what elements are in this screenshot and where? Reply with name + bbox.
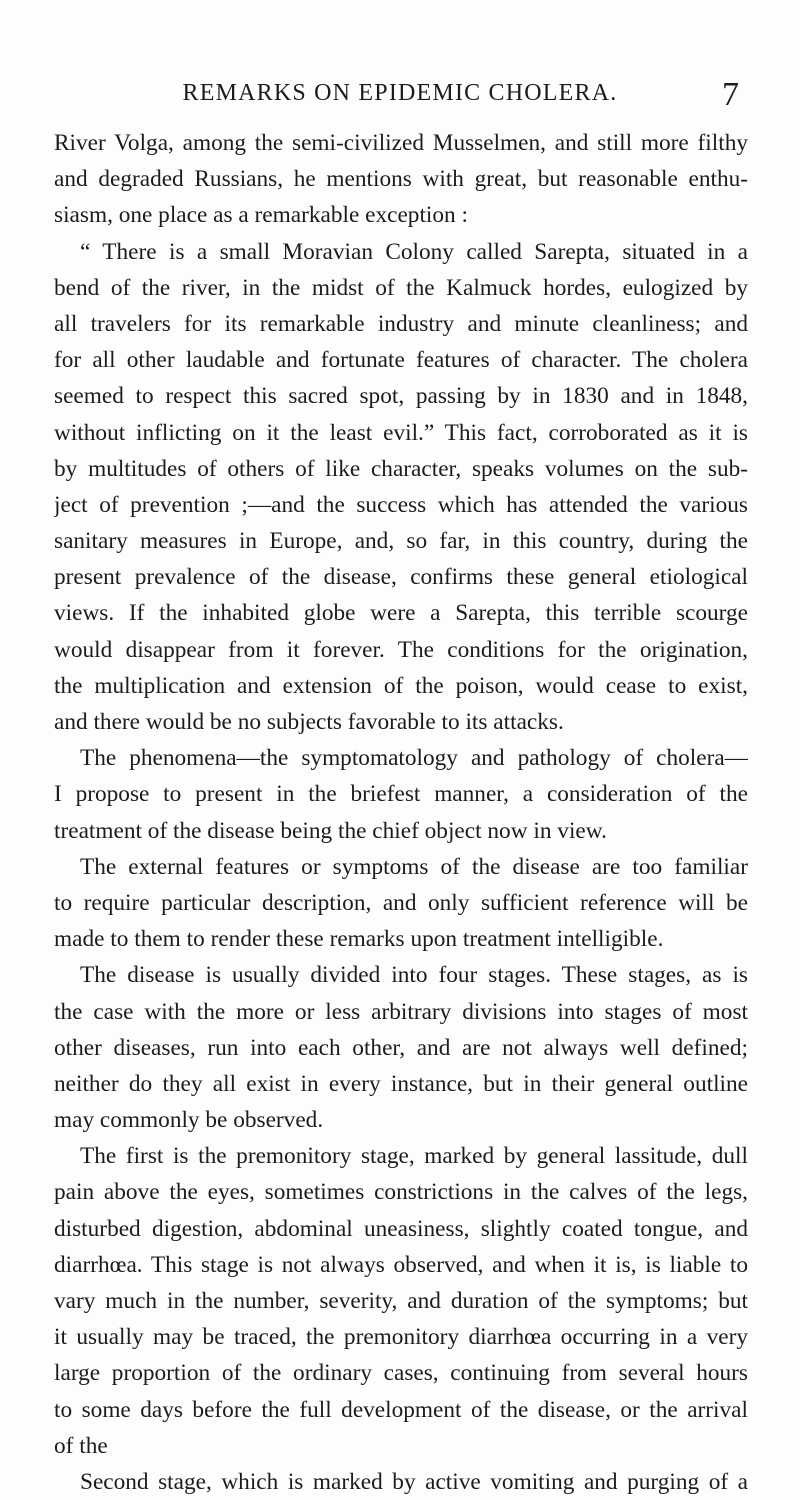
text-line: seemed to respect this sacred spot, passing by in 1830 and in 1848, xyxy=(54,383,748,410)
body-text xyxy=(54,125,748,1500)
text-line: the case with the more or less arbitrary divisions into stages of most xyxy=(54,998,748,1025)
text-line: The disease is usually divided into four stages. These stages, as is xyxy=(80,962,748,989)
text-line: views. If the inhabited globe were a Sarepta, this terrible scourge xyxy=(54,600,748,627)
text-line: “ There is a small Moravian Colony called Sarepta, situated in a xyxy=(80,238,748,265)
text-line: pain above the eyes, sometimes constrictions in the calves of the legs, xyxy=(54,1179,748,1206)
text-line: ject of prevention ;—and the success which has attended the various xyxy=(54,491,748,518)
text-line: The phenomena—the symptomatology and pathology of cholera— xyxy=(80,745,748,772)
text-line: may commonly be observed. xyxy=(54,1107,324,1134)
text-line: and there would be no subjects favorable to its attacks. xyxy=(54,709,564,735)
text-line: other diseases, run into each other, and are not always well defined; xyxy=(54,1034,748,1061)
text-line: diarrhœa. This stage is not always observed, and when it is, is liable to xyxy=(54,1251,748,1278)
page-number: 7 xyxy=(722,76,739,113)
text-line: the multiplication and extension of the poison, would cease to exist, xyxy=(54,672,748,699)
text-line: Second stage, which is marked by active vomiting and purging of a xyxy=(80,1468,748,1495)
text-line: large proportion of the ordinary cases, continuing from several hours xyxy=(54,1360,748,1387)
text-line: treatment of the disease being the chief object now in view. xyxy=(54,817,607,844)
text-line: I propose to present in the briefest manner, a consideration of the xyxy=(54,781,748,808)
text-line: for all other laudable and fortunate features of character. The cholera xyxy=(54,347,748,374)
text-line: all travelers for its remarkable industry and minute cleanliness; and xyxy=(54,310,748,337)
text-line: disturbed digestion, abdominal uneasiness, slightly coated tongue, and xyxy=(54,1215,748,1242)
text-line: by multitudes of others of like character, speaks volumes on the sub- xyxy=(54,455,748,482)
text-line: to some days before the full development of the disease, or the arrival xyxy=(54,1396,748,1423)
text-line: bend of the river, in the midst of the Kalmuck hordes, eulogized by xyxy=(54,274,748,301)
text-line: of the xyxy=(54,1432,108,1459)
text-line: to require particular description, and only sufficient reference will be xyxy=(54,889,748,916)
text-line: it usually may be traced, the premonitory diarrhœa occurring in a very xyxy=(54,1324,748,1351)
text-line: The external features or symptoms of the disease are too familiar xyxy=(80,853,748,880)
text-line: The first is the premonitory stage, marked by general lassitude, dull xyxy=(80,1143,748,1170)
text-line: made to them to render these remarks upon treatment intelligible. xyxy=(54,926,664,953)
running-title: REMARKS ON EPIDEMIC CHOLERA. xyxy=(182,80,618,106)
text-line: present prevalence of the disease, confirms these general etiological xyxy=(54,564,748,591)
text-line: vary much in the number, severity, and duration of the symptoms; but xyxy=(54,1288,748,1314)
text-line: River Volga, among the semi-civilized Musselmen, and still more filthy xyxy=(54,130,748,156)
text-line: siasm, one place as a remarkable exception : xyxy=(54,202,468,229)
text-line: sanitary measures in Europe, and, so far, in this country, during the xyxy=(54,528,748,555)
text-line: neither do they all exist in every instance, but in their general outline xyxy=(54,1070,748,1097)
text-line: and degraded Russians, he mentions with great, but reasonable enthu- xyxy=(54,166,748,193)
text-line: would disappear from it forever. The conditions for the origination, xyxy=(54,636,748,663)
page-header xyxy=(0,76,800,114)
text-line: without inflicting on it the least evil.” This fact, corroborated as it is xyxy=(54,419,748,446)
